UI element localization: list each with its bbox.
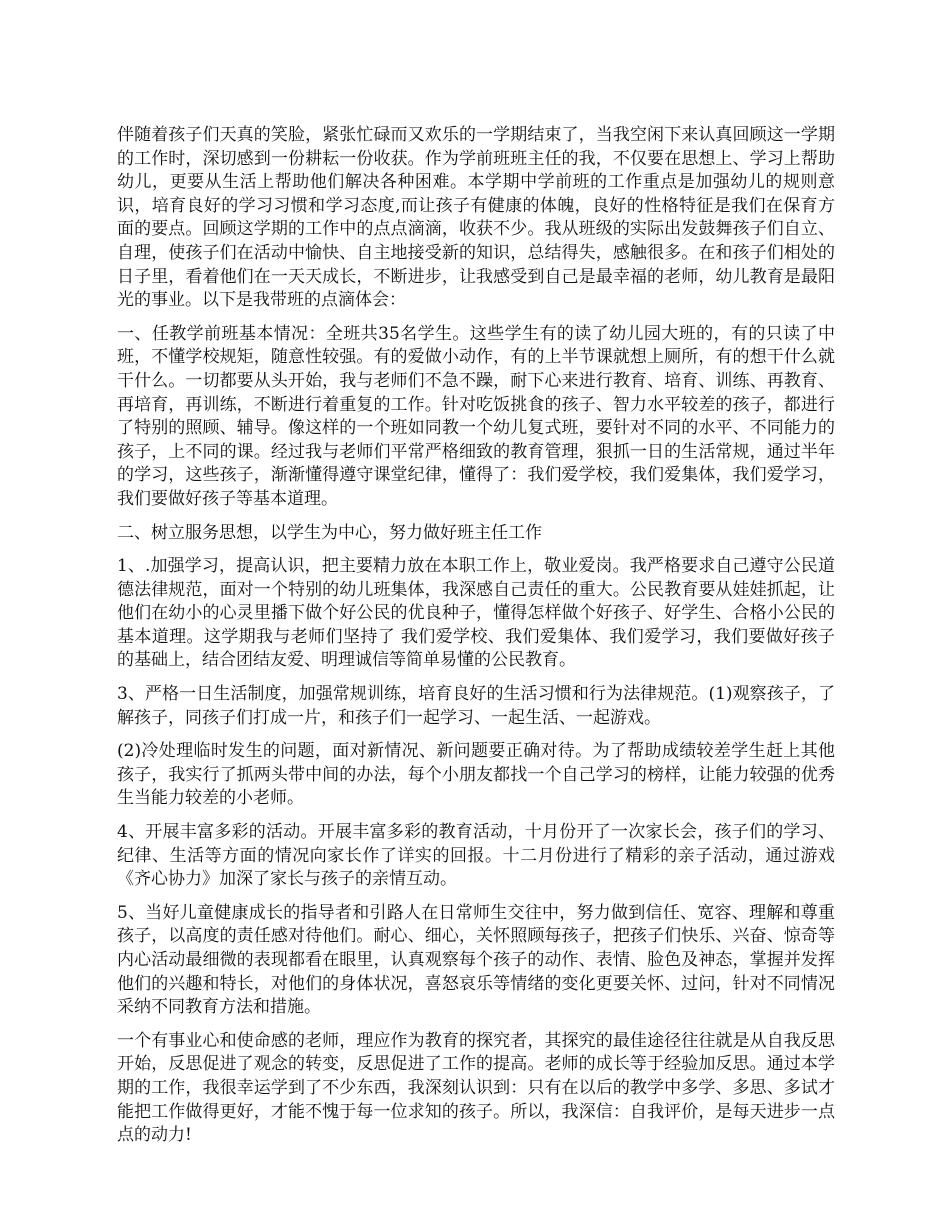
intro-paragraph: 伴随着孩子们天真的笑脸，紧张忙碌而又欢乐的一学期结束了，当我空闲下来认真回顾这一学期的工作时，深切感到一份耕耘一份收获。作为学前班班主任的我，不仅要在思想上、学习上帮助幼儿，更要从生活上帮助他们解决各种困难。本学期中学前班的工作重点是加强幼儿的规则意识，培育良好的学习习惯和学习态度,而让孩子有健康的体魄，良好的性格特征是我们在保育方面的要点。回顾这学期的工作中的点点滴滴，收获不少。我从班级的实际出发鼓舞孩子们自立、自理，使孩子们在活动中愉快、自主地接受新的知识，总结得失，感触很多。在和孩子们相处的日子里，看着他们在一天天成长，不断进步，让我感受到自己是最幸福的老师，幼儿教育是最阳光的事业。以下是我带班的点滴体会： <box>117 125 835 311</box>
item-3-sub-2-paragraph: (2)冷处理临时发生的问题，面对新情况、新问题要正确对待。为了帮助成绩较差学生赶上其他孩子，我实行了抓两头带中间的办法，每个小朋友都找一个自己学习的榜样，让能力较强的优秀生当能力较差的小老师。 <box>117 741 835 809</box>
document-body <box>117 124 835 1158</box>
section-1-paragraph: 一、任教学前班基本情况：全班共35名学生。这些学生有的读了幼儿园大班的，有的只读了中班，不懂学校规矩，随意性较强。有的爱做小动作，有的上半节课就想上厕所，有的想干什么就干什么。一切都要从头开始，我与老师们不急不躁，耐下心来进行教育、培育、训练、再教育、再培育，再训练，不断进行着重复的工作。针对吃饭挑食的孩子、智力水平较差的孩子，都进行了特别的照顾、辅导。像这样的一个班如同教一个幼儿复式班，要针对不同的水平、不同能力的孩子，上不同的课。经过我与老师们平常严格细致的教育管理，狠抓一日的生活常规，通过半年的学习，这些孩子，渐渐懂得遵守课堂纪律，懂得了：我们爱学校，我们爱集体，我们爱学习，我们要做好孩子等基本道理。 <box>117 323 835 509</box>
conclusion-paragraph: 一个有事业心和使命感的老师，理应作为教育的探究者，其探究的最佳途径往往就是从自我反思开始，反思促进了观念的转变，反思促进了工作的提高。老师的成长等于经验加反思。通过本学期的工作，我很幸运学到了不少东西，我深刻认识到：只有在以后的教学中多学、多思、多试才能把工作做得更好，才能不愧于每一位求知的孩子。所以，我深信：自我评价，是每天进步一点点的动力! <box>117 1030 835 1146</box>
item-1-paragraph: 1、.加强学习，提高认识，把主要精力放在本职工作上，敬业爱岗。我严格要求自己遵守公民道德法律规范，面对一个特别的幼儿班集体，我深感自己责任的重大。公民教育要从娃娃抓起，让他们在幼小的心灵里播下做个好公民的优良种子，懂得怎样做个好孩子、好学生、合格小公民的基本道理。这学期我与老师们坚持了 我们爱学校、我们爱集体、我们爱学习，我们要做好孩子的基础上，结合团结友爱、明理诚信等简单易懂的公民教育。 <box>117 556 835 671</box>
item-5-paragraph: 5、当好儿童健康成长的指导者和引路人在日常师生交往中，努力做到信任、宽容、理解和尊重孩子，以高度的责任感对待他们。耐心、细心，关怀照顾每孩子，把孩子们快乐、兴奋、惊奇等内心活动最细微的表现都看在眼里，认真观察每个孩子的动作、表情、脸色及神态，掌握并发挥他们的兴趣和特长，对他们的身体状况，喜怒哀乐等情绪的变化更要关怀、过问，针对不同情况采纳不同教育方法和措施。 <box>117 902 835 1018</box>
item-4-paragraph: 4、开展丰富多彩的活动。开展丰富多彩的教育活动，十月份开了一次家长会，孩子们的学习、纪律、生活等方面的情况向家长作了详实的回报。十二月份进行了精彩的亲子活动，通过游戏《齐心协力》加深了家长与孩子的亲情互动。 <box>117 822 835 890</box>
item-3-paragraph: 3、严格一日生活制度，加强常规训练，培育良好的生活习惯和行为法律规范。(1)观察孩子，了解孩子，同孩子们打成一片，和孩子们一起学习、一起生活、一起游戏。 <box>117 684 835 728</box>
section-2-heading: 二、树立服务思想，以学生为中心，努力做好班主任工作 <box>117 522 542 543</box>
